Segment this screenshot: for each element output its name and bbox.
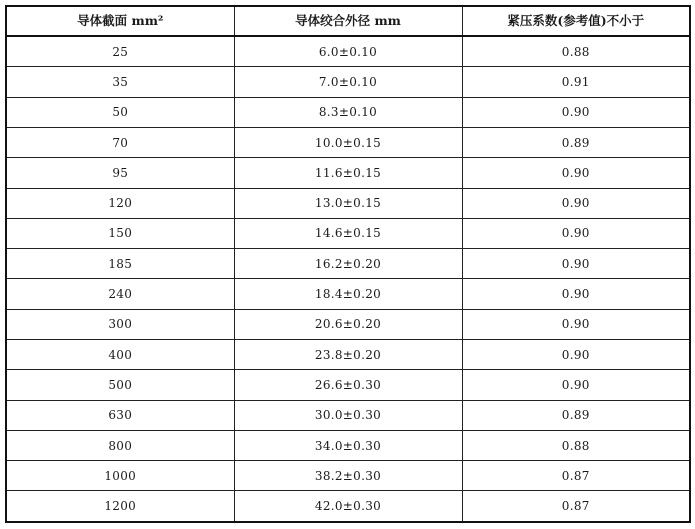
- cell-cross-section: 25: [6, 36, 234, 67]
- cell-stranded-diameter: 6.0±0.10: [234, 36, 462, 67]
- table-row: [6, 36, 690, 67]
- cell-compaction-factor: 0.89: [462, 400, 690, 430]
- cell-stranded-diameter: 20.6±0.20: [234, 309, 462, 339]
- cell-compaction-factor: 0.90: [462, 339, 690, 369]
- cell-stranded-diameter: 18.4±0.20: [234, 279, 462, 309]
- cell-stranded-diameter: 26.6±0.30: [234, 370, 462, 400]
- cell-cross-section: 240: [6, 279, 234, 309]
- cell-stranded-diameter: 42.0±0.30: [234, 491, 462, 522]
- table-row: [6, 97, 690, 127]
- header-cross-section: 导体截面 mm²: [6, 6, 234, 36]
- cell-compaction-factor: 0.90: [462, 370, 690, 400]
- table-row: [6, 67, 690, 97]
- cell-cross-section: 1000: [6, 461, 234, 491]
- cell-cross-section: 500: [6, 370, 234, 400]
- cell-cross-section: 800: [6, 430, 234, 460]
- table-row: [6, 218, 690, 248]
- table-row: [6, 158, 690, 188]
- cell-stranded-diameter: 7.0±0.10: [234, 67, 462, 97]
- table-header-row: [6, 6, 690, 36]
- cell-compaction-factor: 0.90: [462, 188, 690, 218]
- cell-cross-section: 50: [6, 97, 234, 127]
- cell-compaction-factor: 0.90: [462, 249, 690, 279]
- table-row: [6, 370, 690, 400]
- cell-cross-section: 150: [6, 218, 234, 248]
- cell-compaction-factor: 0.90: [462, 279, 690, 309]
- cell-stranded-diameter: 13.0±0.15: [234, 188, 462, 218]
- cell-cross-section: 70: [6, 127, 234, 157]
- header-stranded-diameter: 导体绞合外径 mm: [234, 6, 462, 36]
- cell-cross-section: 185: [6, 249, 234, 279]
- table-row: [6, 188, 690, 218]
- cell-cross-section: 120: [6, 188, 234, 218]
- cell-stranded-diameter: 14.6±0.15: [234, 218, 462, 248]
- table-body: [6, 36, 690, 522]
- cell-compaction-factor: 0.90: [462, 218, 690, 248]
- table-row: [6, 127, 690, 157]
- table-row: [6, 249, 690, 279]
- cell-stranded-diameter: 10.0±0.15: [234, 127, 462, 157]
- table-row: [6, 279, 690, 309]
- cell-stranded-diameter: 38.2±0.30: [234, 461, 462, 491]
- cell-stranded-diameter: 11.6±0.15: [234, 158, 462, 188]
- cell-stranded-diameter: 34.0±0.30: [234, 430, 462, 460]
- cell-cross-section: 300: [6, 309, 234, 339]
- cell-cross-section: 400: [6, 339, 234, 369]
- cell-compaction-factor: 0.88: [462, 430, 690, 460]
- cell-stranded-diameter: 16.2±0.20: [234, 249, 462, 279]
- cell-compaction-factor: 0.89: [462, 127, 690, 157]
- cell-compaction-factor: 0.88: [462, 36, 690, 67]
- cell-cross-section: 35: [6, 67, 234, 97]
- conductor-spec-table-container: [5, 5, 689, 523]
- cell-compaction-factor: 0.90: [462, 309, 690, 339]
- table-row: [6, 430, 690, 460]
- header-compaction-factor: 紧压系数(参考值)不小于: [462, 6, 690, 36]
- conductor-spec-table: [5, 5, 691, 523]
- cell-stranded-diameter: 23.8±0.20: [234, 339, 462, 369]
- table-row: [6, 491, 690, 522]
- cell-stranded-diameter: 30.0±0.30: [234, 400, 462, 430]
- table-row: [6, 309, 690, 339]
- cell-compaction-factor: 0.90: [462, 158, 690, 188]
- cell-compaction-factor: 0.91: [462, 67, 690, 97]
- cell-cross-section: 1200: [6, 491, 234, 522]
- cell-cross-section: 95: [6, 158, 234, 188]
- table-row: [6, 400, 690, 430]
- cell-compaction-factor: 0.87: [462, 461, 690, 491]
- cell-cross-section: 630: [6, 400, 234, 430]
- table-row: [6, 339, 690, 369]
- cell-compaction-factor: 0.87: [462, 491, 690, 522]
- cell-compaction-factor: 0.90: [462, 97, 690, 127]
- table-row: [6, 461, 690, 491]
- cell-stranded-diameter: 8.3±0.10: [234, 97, 462, 127]
